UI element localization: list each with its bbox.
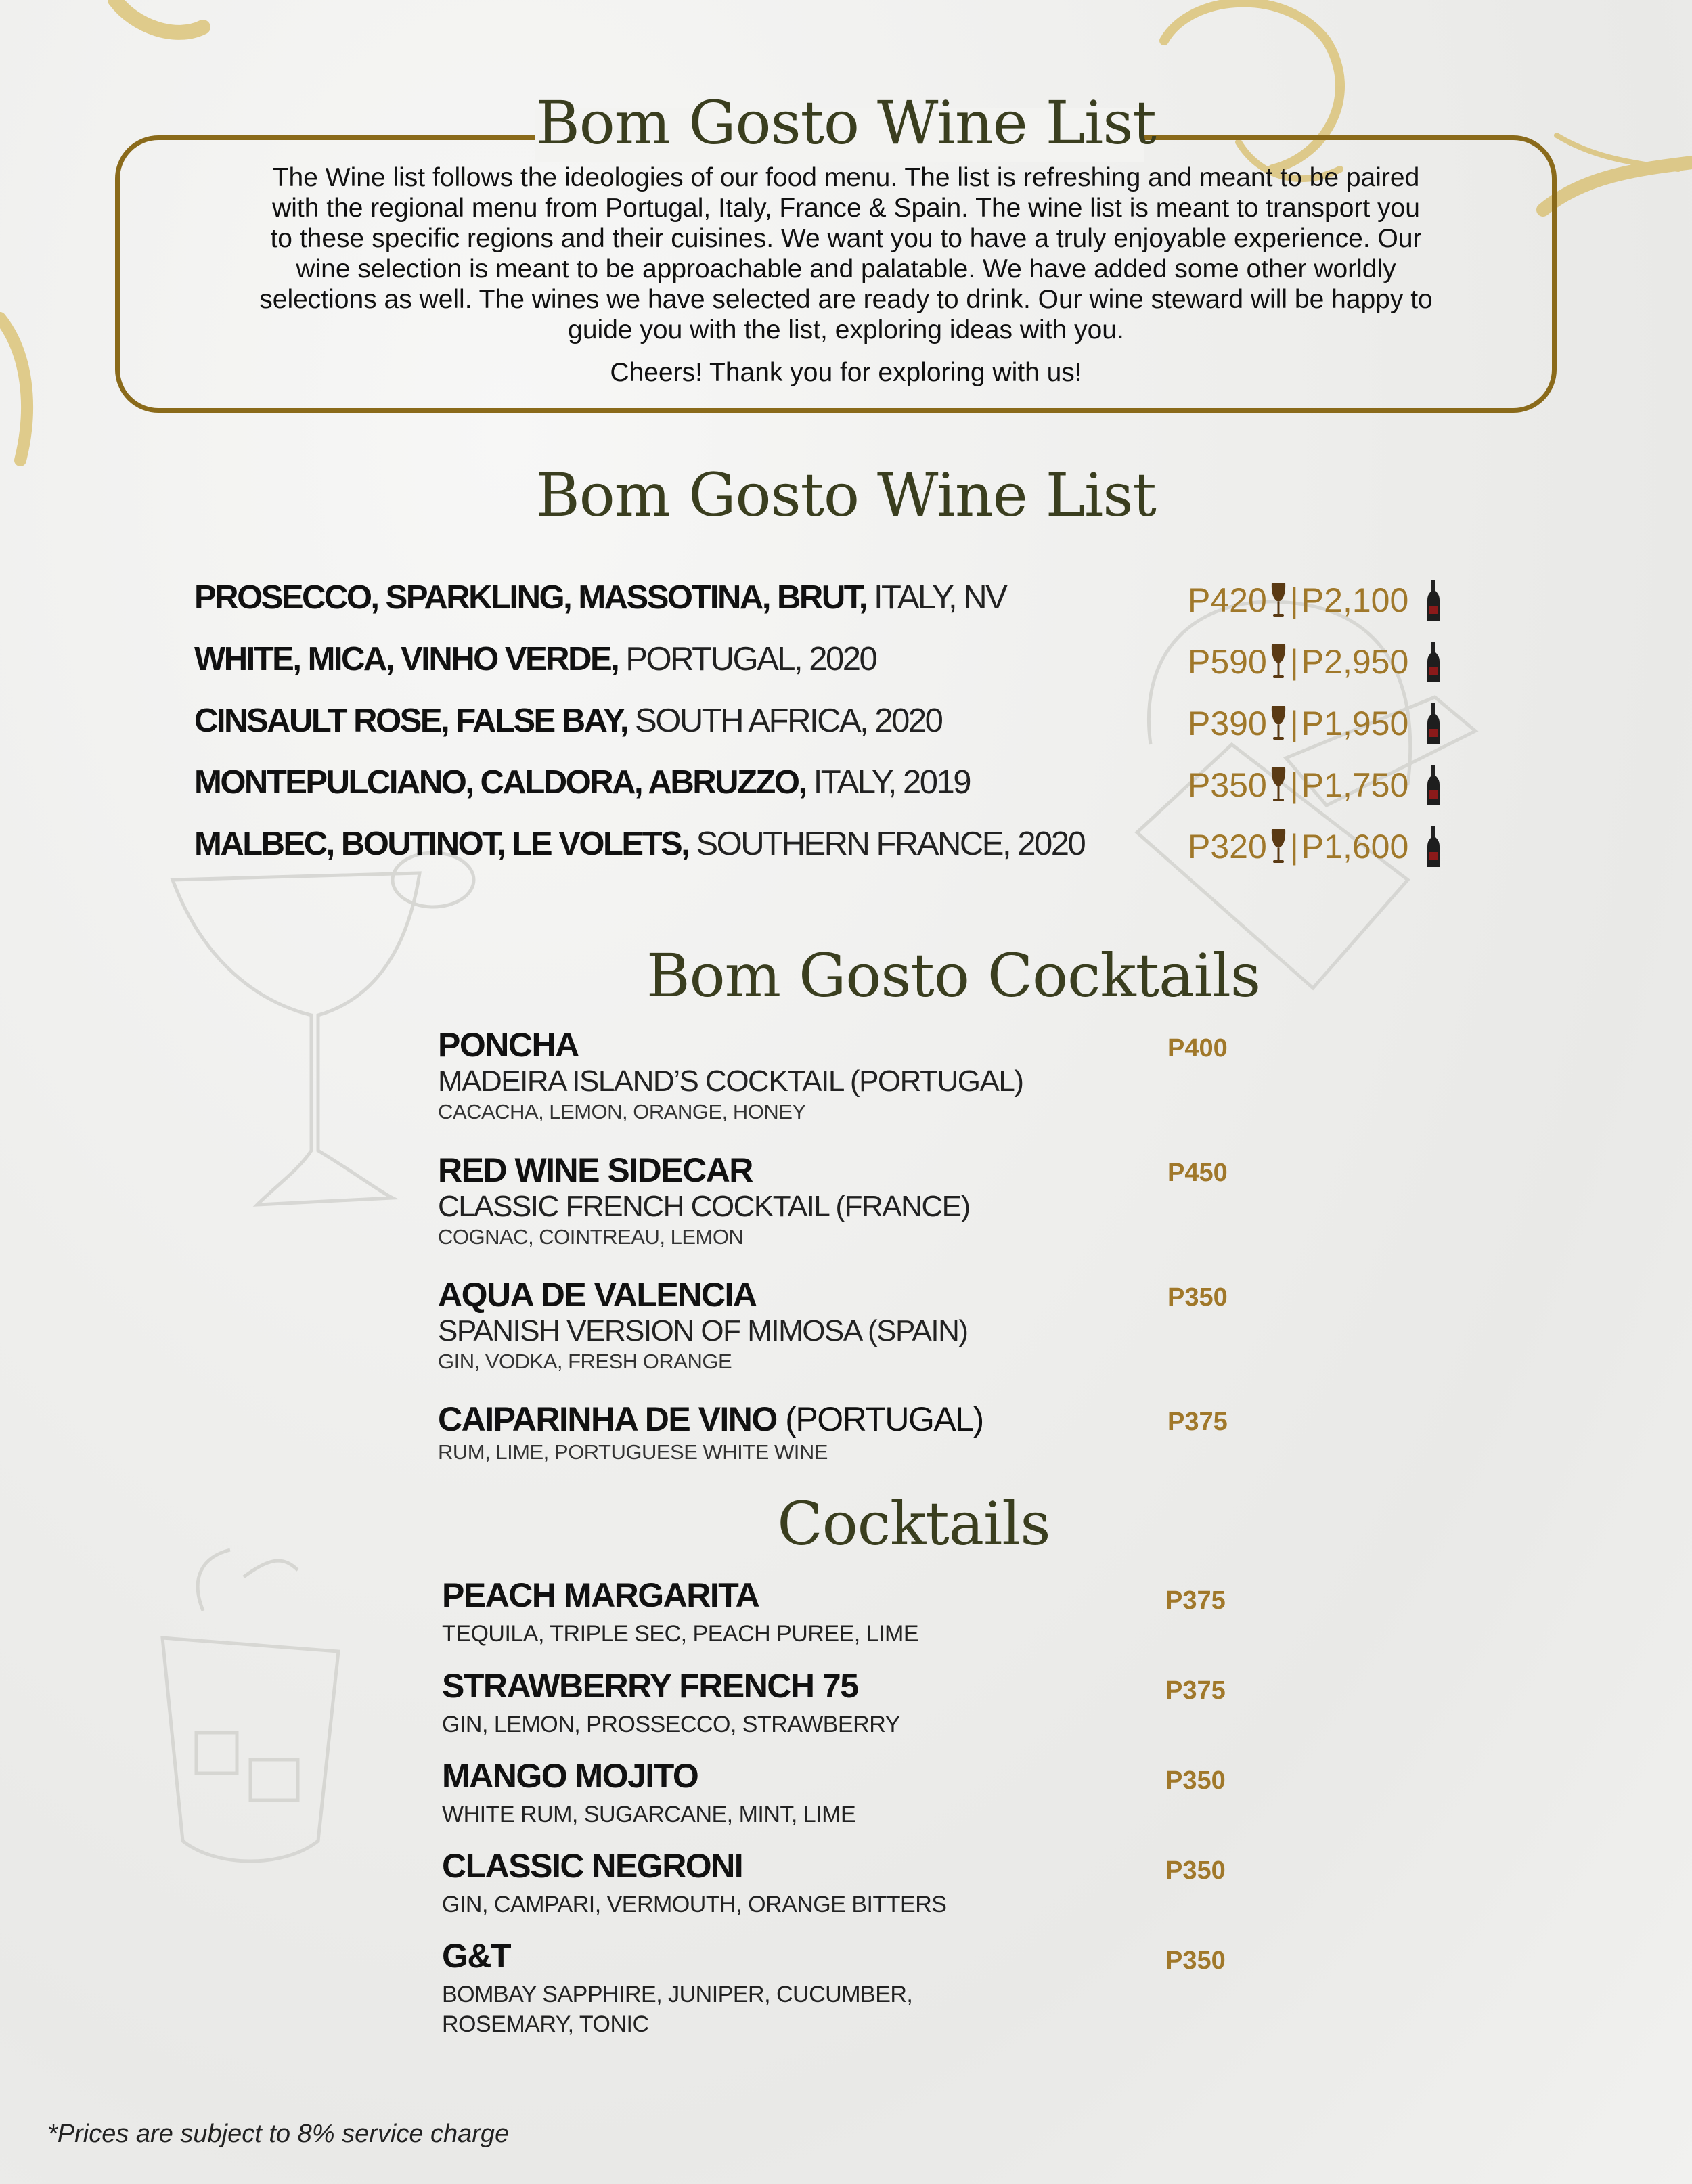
wine-bottle-icon xyxy=(1425,702,1442,745)
wine-price xyxy=(1188,763,1442,807)
bottle-price: P1,600 xyxy=(1301,828,1409,866)
cocktail-item xyxy=(438,1151,970,1249)
glass-price: P420 xyxy=(1188,581,1267,619)
bottle-price: P1,950 xyxy=(1301,705,1409,742)
wine-origin: SOUTH AFRICA, 2020 xyxy=(627,703,942,739)
wine-origin: PORTUGAL, 2020 xyxy=(618,641,876,677)
wine-origin: SOUTHERN FRANCE, 2020 xyxy=(688,826,1085,862)
bottle-price: P1,750 xyxy=(1301,766,1409,804)
wine-row xyxy=(194,825,1514,879)
cocktail-name: G&T xyxy=(442,1937,511,1975)
cocktail-name: STRAWBERRY FRENCH 75 xyxy=(442,1667,858,1705)
wine-glass-icon xyxy=(1270,705,1287,742)
wine-bottle-icon xyxy=(1425,763,1442,807)
wine-name xyxy=(194,702,941,740)
bottle-price: P2,950 xyxy=(1301,643,1409,681)
cocktail-origin: MADEIRA ISLAND’S COCKTAIL (PORTUGAL) xyxy=(438,1065,1023,1098)
wine-name xyxy=(194,825,1084,863)
price-separator: | xyxy=(1289,828,1299,866)
cocktail-name-suffix: (PORTUGAL) xyxy=(776,1400,983,1438)
cocktail-item xyxy=(442,1846,946,1919)
price-separator: | xyxy=(1289,766,1299,804)
wine-name xyxy=(194,579,1006,617)
glass-price: P320 xyxy=(1188,828,1267,866)
cheers-text: Cheers! Thank you for exploring with us! xyxy=(610,358,1082,387)
cocktail-ingredients: GIN, LEMON, PROSSECCO, STRAWBERRY xyxy=(442,1712,900,1737)
cocktail-ingredients xyxy=(442,1980,912,2039)
cocktail-name xyxy=(438,1400,983,1439)
wine-name xyxy=(194,640,876,678)
intro-line: guide you with the list, exploring ideas with you. xyxy=(568,315,1124,344)
cocktail-ingredients-line: ROSEMARY, TONIC xyxy=(442,2011,649,2037)
cocktail-ingredients: TEQUILA, TRIPLE SEC, PEACH PUREE, LIME xyxy=(442,1621,919,1647)
cocktail-name: RED WINE SIDECAR xyxy=(438,1151,753,1189)
price-separator: | xyxy=(1289,705,1299,742)
service-charge-note: *Prices are subject to 8% service charge xyxy=(47,2120,510,2148)
cocktail-item xyxy=(442,1756,855,1829)
bottle-price: P2,100 xyxy=(1301,581,1409,619)
intro-line: wine selection is meant to be approachable and palatable. We have added some other worldly xyxy=(296,254,1396,284)
cocktail-name: PEACH MARGARITA xyxy=(442,1576,759,1614)
wine-row xyxy=(194,579,1514,633)
price-separator: | xyxy=(1289,643,1299,681)
wine-name-bold: WHITE, MICA, VINHO VERDE, xyxy=(194,641,619,677)
wine-row xyxy=(194,763,1514,818)
cocktail-price: P350 xyxy=(1165,1946,1226,1975)
cocktail-origin: SPANISH VERSION OF MIMOSA (SPAIN) xyxy=(438,1314,968,1347)
wine-name-bold: PROSECCO, SPARKLING, MASSOTINA, BRUT, xyxy=(194,579,866,616)
wine-bottle-icon xyxy=(1425,579,1442,622)
wine-list-title: Bom Gosto Wine List xyxy=(536,460,1156,530)
cocktail-ingredients: COGNAC, COINTREAU, LEMON xyxy=(438,1225,744,1249)
glass-price: P350 xyxy=(1188,766,1267,804)
wine-glass-icon xyxy=(1270,643,1287,681)
wine-price xyxy=(1188,640,1442,684)
cocktail-item xyxy=(442,1936,912,2039)
wine-glass-icon xyxy=(1270,766,1287,804)
wine-glass-icon xyxy=(1270,581,1287,619)
wine-origin: ITALY, 2019 xyxy=(805,764,970,801)
cocktail-price: P350 xyxy=(1165,1766,1226,1795)
page-title: Bom Gosto Wine List xyxy=(536,88,1156,158)
cocktail-price: P375 xyxy=(1165,1676,1226,1705)
intro-line: with the regional menu from Portugal, Italy, France & Spain. The wine list is meant to transport you xyxy=(272,194,1420,223)
wine-glass-icon xyxy=(1270,828,1287,866)
cocktail-item xyxy=(442,1576,918,1649)
wine-row xyxy=(194,640,1514,694)
cocktail-ingredients-line: BOMBAY SAPPHIRE, JUNIPER, CUCUMBER, xyxy=(442,1982,913,2007)
intro-text xyxy=(135,162,1557,388)
cocktail-name-text: CAIPARINHA DE VINO xyxy=(438,1400,777,1438)
intro-line: selections as well. The wines we have selected are ready to drink. Our wine steward will be happy to xyxy=(259,285,1433,314)
wine-price xyxy=(1188,825,1442,868)
glass-price: P590 xyxy=(1188,643,1267,681)
intro-line: to these specific regions and their cuisines. We want you to have a truly enjoyable experience. Our xyxy=(270,224,1422,253)
cocktail-price: P350 xyxy=(1165,1856,1226,1885)
wine-name-bold: CINSAULT ROSE, FALSE BAY, xyxy=(194,703,627,739)
wine-name-bold: MALBEC, BOUTINOT, LE VOLETS, xyxy=(194,826,689,862)
intro-line: The Wine list follows the ideologies of our food menu. The list is refreshing and meant to be paired xyxy=(272,163,1420,192)
cocktail-item xyxy=(438,1400,983,1465)
cocktail-price: P450 xyxy=(1167,1159,1228,1187)
cocktail-price: P375 xyxy=(1167,1408,1228,1436)
cocktail-price: P400 xyxy=(1167,1034,1228,1063)
cocktail-ingredients: RUM, LIME, PORTUGUESE WHITE WINE xyxy=(438,1440,828,1464)
cocktails-title: Cocktails xyxy=(777,1489,1050,1559)
cocktail-name: MANGO MOJITO xyxy=(442,1757,698,1795)
signature-cocktails-title: Bom Gosto Cocktails xyxy=(646,941,1261,1010)
wine-bottle-icon xyxy=(1425,640,1442,684)
wine-name-bold: MONTEPULCIANO, CALDORA, ABRUZZO, xyxy=(194,764,806,801)
wine-price xyxy=(1188,702,1442,745)
cocktail-name: CLASSIC NEGRONI xyxy=(442,1847,743,1885)
cocktail-origin: CLASSIC FRENCH COCKTAIL (FRANCE) xyxy=(438,1190,970,1223)
cocktail-item xyxy=(442,1666,900,1739)
wine-row xyxy=(194,702,1514,756)
wine-bottle-icon xyxy=(1425,825,1442,868)
wine-name xyxy=(194,763,970,801)
cocktail-ingredients: GIN, VODKA, FRESH ORANGE xyxy=(438,1350,732,1373)
cocktail-ingredients: WHITE RUM, SUGARCANE, MINT, LIME xyxy=(442,1802,856,1827)
cocktail-ingredients: GIN, CAMPARI, VERMOUTH, ORANGE BITTERS xyxy=(442,1892,947,1917)
wine-price xyxy=(1188,579,1442,622)
cocktail-item xyxy=(438,1275,968,1374)
wine-origin: ITALY, NV xyxy=(866,579,1006,616)
cocktail-price: P375 xyxy=(1165,1586,1226,1615)
cocktail-name: PONCHA xyxy=(438,1026,579,1064)
cocktail-price: P350 xyxy=(1167,1283,1228,1312)
cocktail-item xyxy=(438,1025,1023,1124)
cocktail-name: AQUA DE VALENCIA xyxy=(438,1276,757,1314)
glass-price: P390 xyxy=(1188,705,1267,742)
price-separator: | xyxy=(1289,581,1299,619)
cocktail-ingredients: CACACHA, LEMON, ORANGE, HONEY xyxy=(438,1100,806,1123)
